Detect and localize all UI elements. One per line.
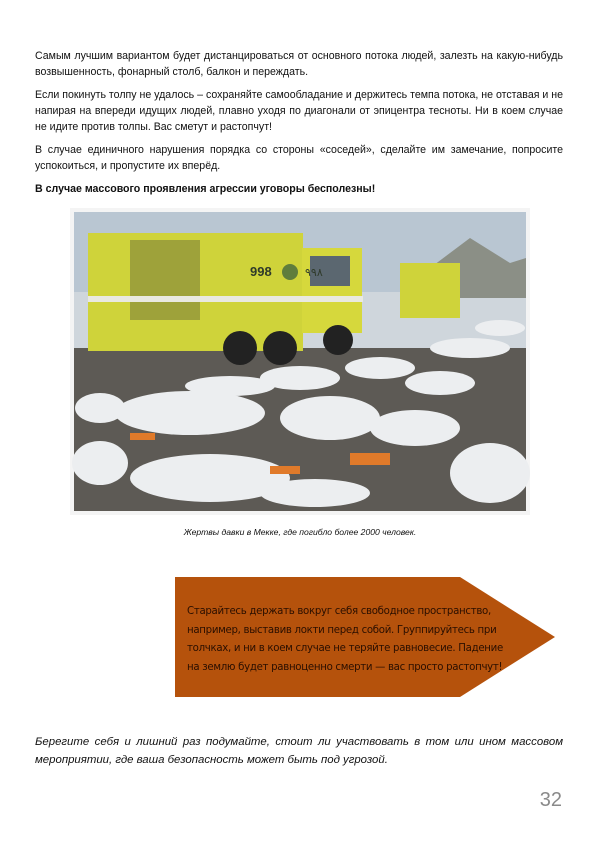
paragraph-2: Если покинуть толпу не удалось – сохраняйте самообладание и держитесь темпа потока, не отставая и не напирая на впереди идущих людей, плавно уходя по диагонали от эпицентра тесноты. Ни в коем случае не идите против толпы. Вас сметут и растопчут! (35, 89, 563, 133)
page-number: 32 (539, 789, 562, 811)
closing-paragraph: Берегите себя и лишний раз подумайте, стоит ли участвовать в том или ином массовом мероприятии, где ваша безопасность может быть под угрозой. (35, 736, 563, 766)
photo-caption: Жертвы давки в Мекке, где погибло более 2000 человек. (183, 527, 417, 537)
callout-text: Старайтесь держать вокруг себя свободное пространство, например, выставив локти перед собой. Группируйтесь при толчках, и ни в коем случае не теряйте равновесие. Падение на землю будет равноценно смерти — вас просто растопчут! (187, 606, 503, 673)
svg-text:998: 998 (250, 264, 272, 279)
paragraph-3: В случае единичного нарушения порядка со стороны «соседей», сделайте им замечание, попросите успокоиться, и пропустите их вперёд. (35, 144, 563, 172)
paragraph-1: Самым лучшим вариантом будет дистанцироваться от основного потока людей, залезть на какую-нибудь возвышенность, фонарный столб, балкон и переждать. (35, 50, 563, 78)
svg-text:٩٩٨: ٩٩٨ (305, 266, 323, 279)
paragraph-bold-warning: В случае массового проявления агрессии уговоры бесполезны! (35, 183, 376, 195)
photo-mecca-stampede (70, 208, 530, 515)
